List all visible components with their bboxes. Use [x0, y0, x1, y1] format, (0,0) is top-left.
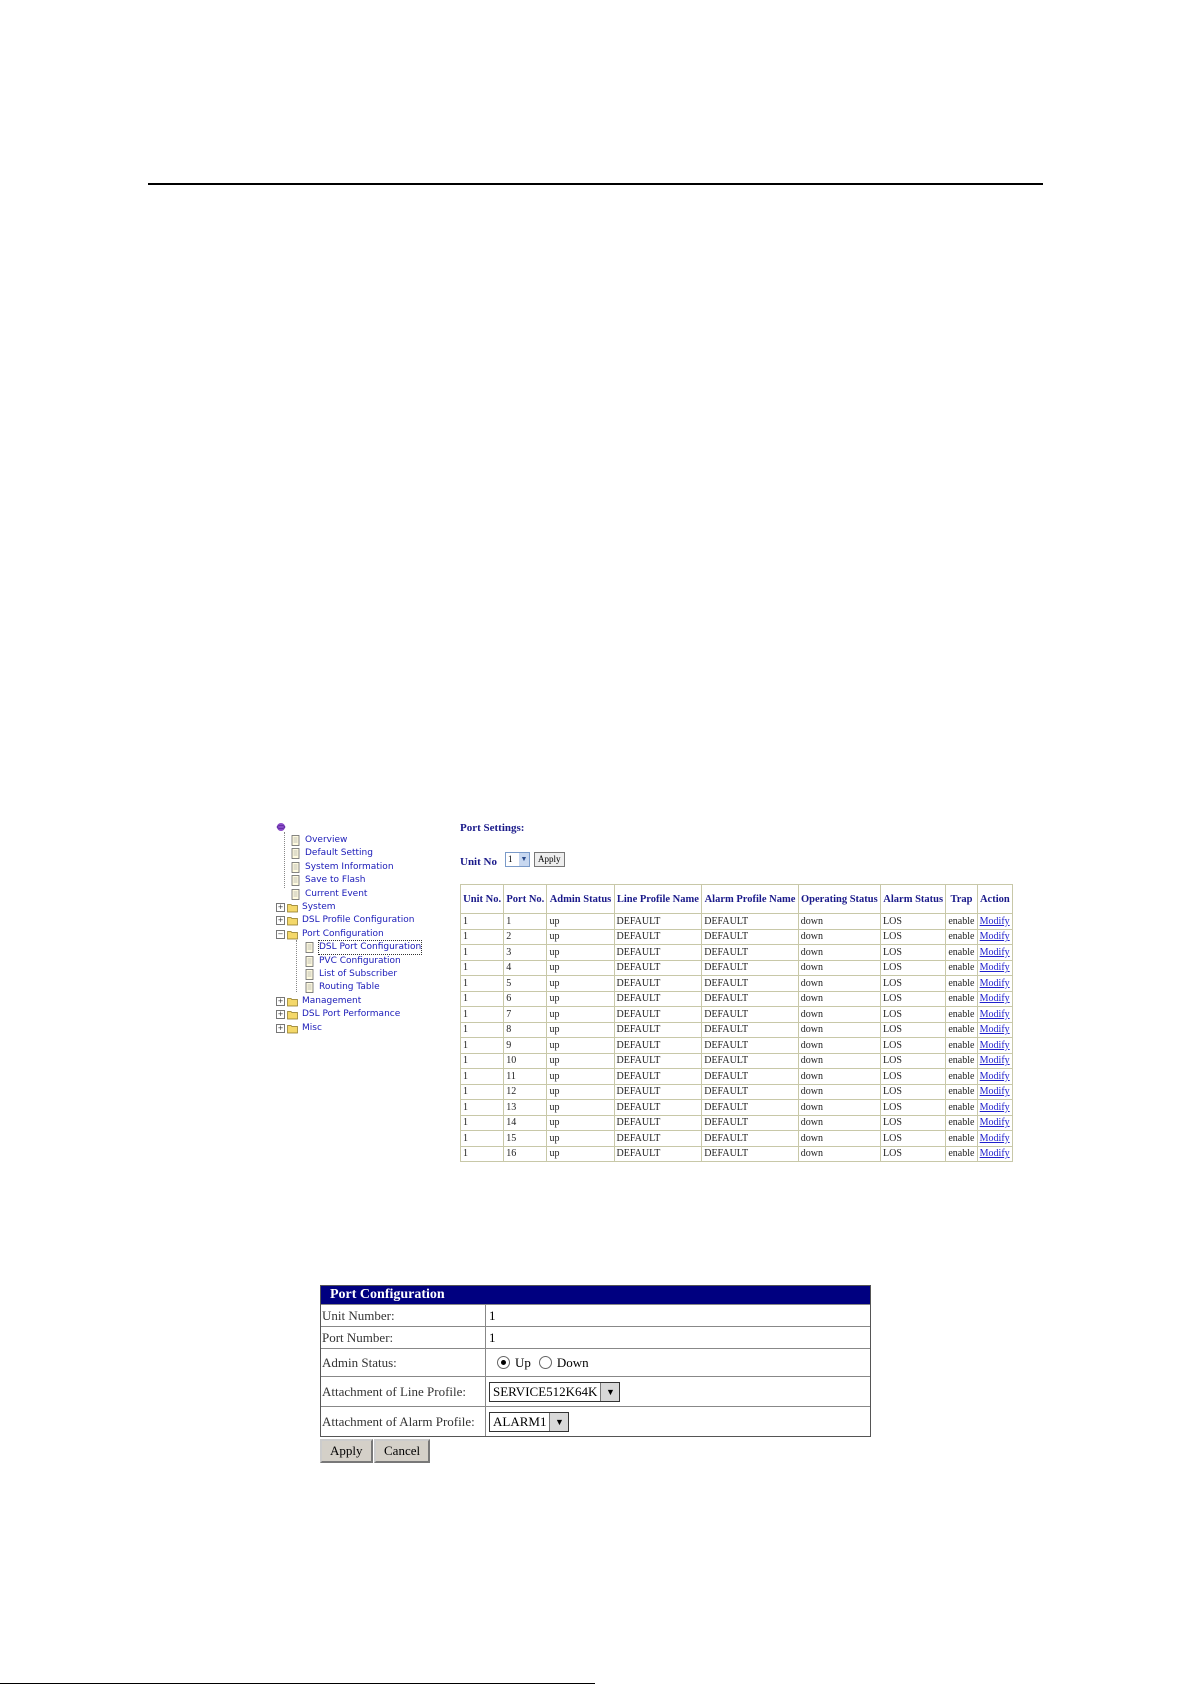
table-cell: down — [798, 960, 880, 976]
table-cell: up — [547, 1115, 614, 1131]
table-cell: DEFAULT — [614, 1007, 702, 1023]
tree-item-label: System — [302, 902, 336, 912]
line-profile-row — [321, 1376, 870, 1406]
table-cell: up — [547, 960, 614, 976]
table-cell: down — [798, 1084, 880, 1100]
page-icon — [290, 889, 301, 900]
table-cell: 1 — [461, 1053, 504, 1069]
table-row — [461, 1084, 1013, 1100]
tree-item[interactable] — [304, 955, 401, 968]
table-cell: up — [547, 1053, 614, 1069]
cancel-button[interactable]: Cancel — [374, 1439, 430, 1463]
tree-item-label: Management — [302, 995, 362, 1006]
line-profile-label: Attachment of Line Profile: — [321, 1377, 486, 1406]
modify-link[interactable]: Modify — [979, 1101, 1010, 1113]
table-cell: up — [547, 1007, 614, 1023]
tree-item[interactable] — [290, 874, 365, 887]
table-cell: down — [798, 1007, 880, 1023]
tree-item-label: PVC Configuration — [319, 955, 401, 966]
table-cell: 1 — [461, 960, 504, 976]
table-cell: LOS — [881, 1022, 946, 1038]
table-row — [461, 929, 1013, 945]
action-cell — [977, 1022, 1012, 1038]
table-row — [461, 1131, 1013, 1147]
table-cell: 15 — [504, 1131, 547, 1147]
action-cell — [977, 945, 1012, 961]
table-cell: DEFAULT — [614, 976, 702, 992]
table-cell: LOS — [881, 1100, 946, 1116]
table-cell: DEFAULT — [702, 960, 799, 976]
table-cell: 1 — [461, 1100, 504, 1116]
action-cell — [977, 1146, 1012, 1162]
table-cell: 7 — [504, 1007, 547, 1023]
table-cell: down — [798, 929, 880, 945]
tree-item-label: List of Subscriber — [319, 969, 398, 979]
expand-icon[interactable]: + — [277, 903, 284, 911]
table-cell: enable — [946, 1007, 977, 1023]
tree-item-label: Default Setting — [305, 848, 373, 859]
column-header: Line Profile Name — [614, 885, 702, 914]
table-cell: DEFAULT — [702, 991, 799, 1007]
table-row — [461, 976, 1013, 992]
table-cell: 1 — [461, 1115, 504, 1131]
table-cell: enable — [946, 914, 977, 930]
table-cell: DEFAULT — [702, 976, 799, 992]
table-cell: enable — [946, 1131, 977, 1147]
tree-item[interactable] — [290, 834, 347, 847]
admin-down-label: Down — [556, 1354, 589, 1370]
table-cell: enable — [946, 1146, 977, 1162]
table-cell: LOS — [881, 929, 946, 945]
alarm-profile-select[interactable] — [489, 1412, 569, 1432]
tree-item-label: Overview — [305, 835, 348, 845]
table-cell: down — [798, 1038, 880, 1054]
table-cell: 14 — [504, 1115, 547, 1131]
expand-icon[interactable]: + — [277, 916, 284, 925]
port-number-row — [321, 1326, 870, 1348]
table-cell: up — [547, 1022, 614, 1038]
table-cell: 1 — [461, 1084, 504, 1100]
table-cell: DEFAULT — [702, 1069, 799, 1085]
table-cell: LOS — [881, 976, 946, 992]
table-cell: enable — [946, 1115, 977, 1131]
table-cell: DEFAULT — [702, 914, 799, 930]
table-cell: enable — [946, 929, 977, 945]
table-cell: enable — [946, 960, 977, 976]
table-cell: DEFAULT — [614, 991, 702, 1007]
table-cell: DEFAULT — [614, 945, 702, 961]
admin-up-label: Up — [515, 1354, 531, 1370]
table-cell: up — [547, 1084, 614, 1100]
table-cell: enable — [946, 945, 977, 961]
action-cell — [977, 1038, 1012, 1054]
table-row — [461, 1069, 1013, 1085]
table-row — [461, 1053, 1013, 1069]
unit-apply-button[interactable]: Apply — [534, 852, 565, 867]
top-divider — [148, 183, 1043, 185]
table-cell: DEFAULT — [614, 1146, 702, 1162]
port-settings-table — [460, 884, 1013, 1162]
table-cell: DEFAULT — [702, 1053, 799, 1069]
table-cell: DEFAULT — [614, 1084, 702, 1100]
port-configuration-panel — [320, 1285, 871, 1437]
column-header: Alarm Status — [881, 885, 946, 914]
modify-link[interactable]: Modify — [979, 993, 1010, 1005]
table-cell: DEFAULT — [614, 960, 702, 976]
table-cell: 1 — [504, 914, 547, 930]
tree-item[interactable] — [276, 914, 414, 927]
table-header-row — [461, 885, 1013, 914]
folder-open-icon — [287, 929, 298, 940]
table-cell: down — [798, 945, 880, 961]
table-cell: DEFAULT — [614, 1022, 702, 1038]
page-icon — [304, 969, 315, 980]
table-cell: DEFAULT — [614, 1069, 702, 1085]
table-cell: 2 — [504, 929, 547, 945]
table-cell: DEFAULT — [614, 1100, 702, 1116]
table-cell: 3 — [504, 945, 547, 961]
table-cell: down — [798, 1146, 880, 1162]
table-row — [461, 960, 1013, 976]
table-cell: DEFAULT — [702, 1146, 799, 1162]
table-cell: up — [547, 991, 614, 1007]
action-cell — [977, 929, 1012, 945]
action-cell — [977, 1069, 1012, 1085]
folder-icon — [287, 996, 298, 1007]
table-cell: LOS — [881, 991, 946, 1007]
column-header: Action — [977, 885, 1012, 914]
column-header: Admin Status — [547, 885, 614, 914]
modify-link[interactable]: Modify — [979, 1024, 1010, 1036]
tree-item-label: Routing Table — [319, 982, 380, 993]
unit-no-value: 1 — [508, 854, 513, 864]
port-configuration-title: Port Configuration — [321, 1286, 870, 1304]
table-cell: DEFAULT — [702, 1022, 799, 1038]
table-cell: enable — [946, 1084, 977, 1100]
table-cell: up — [547, 929, 614, 945]
chevron-down-icon[interactable]: ▼ — [600, 1383, 619, 1401]
action-cell — [977, 914, 1012, 930]
table-cell: 1 — [461, 1022, 504, 1038]
tree-item[interactable] — [276, 901, 336, 914]
table-cell: DEFAULT — [614, 1053, 702, 1069]
table-cell: up — [547, 945, 614, 961]
table-cell: 1 — [461, 1038, 504, 1054]
folder-icon — [287, 915, 298, 926]
page-icon — [290, 862, 301, 873]
table-cell: enable — [946, 1100, 977, 1116]
table-cell: DEFAULT — [702, 1007, 799, 1023]
table-cell: DEFAULT — [702, 1131, 799, 1147]
table-cell: 1 — [461, 991, 504, 1007]
table-cell: LOS — [881, 960, 946, 976]
tree-item-label: System Information — [305, 861, 394, 872]
table-cell: down — [798, 1022, 880, 1038]
table-cell: up — [547, 1100, 614, 1116]
table-cell: enable — [946, 991, 977, 1007]
table-cell: DEFAULT — [614, 929, 702, 945]
table-cell: down — [798, 991, 880, 1007]
tree-item[interactable] — [290, 847, 373, 860]
port-settings-title: Port Settings: — [460, 822, 525, 834]
modify-link[interactable]: Modify — [979, 1117, 1010, 1129]
action-cell — [977, 1100, 1012, 1116]
tree-item-label: Save to Flash — [305, 875, 366, 886]
table-cell: up — [547, 1146, 614, 1162]
table-cell: DEFAULT — [614, 1038, 702, 1054]
collapse-icon[interactable]: − — [277, 929, 284, 938]
action-cell — [977, 1007, 1012, 1023]
column-header: Port No. — [504, 885, 547, 914]
table-cell: 11 — [504, 1069, 547, 1085]
modify-link[interactable]: Modify — [979, 915, 1010, 927]
unit-number-value: 1 — [489, 1307, 496, 1323]
alarm-profile-value: ALARM1 — [493, 1413, 547, 1429]
folder-icon — [287, 1009, 298, 1020]
table-cell: enable — [946, 1038, 977, 1054]
table-row — [461, 945, 1013, 961]
table-cell: up — [547, 914, 614, 930]
tree-connector — [284, 832, 285, 888]
table-row — [461, 1100, 1013, 1116]
table-row — [461, 1022, 1013, 1038]
modify-link[interactable]: Modify — [979, 1008, 1010, 1020]
table-cell: down — [798, 1131, 880, 1147]
unit-number-row — [321, 1304, 870, 1326]
modify-link[interactable]: Modify — [979, 1055, 1010, 1067]
tree-connector — [296, 940, 297, 992]
table-cell: enable — [946, 1022, 977, 1038]
tree-item-label: DSL Port Configuration — [319, 942, 422, 953]
modify-link[interactable]: Modify — [979, 1086, 1010, 1098]
table-cell: enable — [946, 976, 977, 992]
table-cell: 1 — [461, 1069, 504, 1085]
expand-icon[interactable]: + — [277, 996, 284, 1005]
folder-icon — [287, 1023, 298, 1034]
table-cell: enable — [946, 1053, 977, 1069]
tree-item[interactable] — [304, 981, 380, 994]
table-cell: 13 — [504, 1100, 547, 1116]
unit-no-select[interactable] — [505, 852, 530, 867]
table-row — [461, 1007, 1013, 1023]
alarm-profile-row — [321, 1406, 870, 1436]
table-cell: up — [547, 1069, 614, 1085]
table-cell: up — [547, 1131, 614, 1147]
tree-item[interactable] — [276, 995, 361, 1008]
table-cell: 4 — [504, 960, 547, 976]
table-cell: down — [798, 1100, 880, 1116]
page-icon — [290, 835, 301, 846]
chevron-down-icon[interactable]: ▼ — [519, 853, 529, 866]
port-number-value: 1 — [489, 1329, 496, 1345]
tree-item[interactable] — [290, 888, 367, 901]
navigation-tree — [276, 822, 426, 1038]
admin-status-label: Admin Status: — [321, 1349, 486, 1376]
table-cell: DEFAULT — [614, 1131, 702, 1147]
alarm-profile-label: Attachment of Alarm Profile: — [321, 1407, 486, 1436]
table-cell: 12 — [504, 1084, 547, 1100]
table-cell: up — [547, 976, 614, 992]
tree-item[interactable] — [290, 861, 394, 874]
table-cell: LOS — [881, 1038, 946, 1054]
tree-item[interactable] — [276, 1022, 322, 1035]
table-cell: down — [798, 1069, 880, 1085]
table-row — [461, 1038, 1013, 1054]
table-cell: 6 — [504, 991, 547, 1007]
tree-item[interactable] — [276, 928, 384, 941]
table-cell: DEFAULT — [702, 1100, 799, 1116]
modify-link[interactable]: Modify — [979, 1039, 1010, 1051]
table-cell: up — [547, 1038, 614, 1054]
table-cell: LOS — [881, 1146, 946, 1162]
page-icon — [290, 848, 301, 859]
modify-link[interactable]: Modify — [979, 931, 1010, 943]
root-globe-icon — [276, 822, 286, 832]
modify-link[interactable]: Modify — [979, 962, 1010, 974]
table-cell: down — [798, 1115, 880, 1131]
admin-status-row — [321, 1348, 870, 1376]
tree-item-label: DSL Profile Configuration — [302, 915, 415, 926]
modify-link[interactable]: Modify — [979, 946, 1010, 958]
modify-link[interactable]: Modify — [979, 977, 1010, 989]
tree-item[interactable] — [304, 968, 397, 981]
action-cell — [977, 1115, 1012, 1131]
table-row — [461, 991, 1013, 1007]
table-cell: LOS — [881, 945, 946, 961]
column-header: Trap — [946, 885, 977, 914]
table-cell: LOS — [881, 1131, 946, 1147]
table-cell: LOS — [881, 1069, 946, 1085]
line-profile-select[interactable] — [489, 1382, 620, 1402]
page-icon — [304, 982, 315, 993]
table-cell: 10 — [504, 1053, 547, 1069]
page-icon — [304, 956, 315, 967]
table-cell: LOS — [881, 914, 946, 930]
table-row — [461, 1146, 1013, 1162]
column-header: Unit No. — [461, 885, 504, 914]
action-cell — [977, 976, 1012, 992]
table-cell: enable — [946, 1069, 977, 1085]
action-cell — [977, 991, 1012, 1007]
table-cell: LOS — [881, 1084, 946, 1100]
bottom-divider — [0, 1683, 595, 1684]
table-cell: 1 — [461, 914, 504, 930]
table-cell: LOS — [881, 1007, 946, 1023]
chevron-down-icon[interactable]: ▼ — [549, 1413, 568, 1431]
table-cell: 1 — [461, 1146, 504, 1162]
table-cell: 16 — [504, 1146, 547, 1162]
unit-no-label: Unit No — [460, 856, 497, 868]
port-number-label: Port Number: — [321, 1327, 486, 1348]
table-cell: 9 — [504, 1038, 547, 1054]
table-cell: DEFAULT — [702, 1038, 799, 1054]
table-cell: 1 — [461, 1007, 504, 1023]
table-cell: 8 — [504, 1022, 547, 1038]
action-cell — [977, 960, 1012, 976]
table-cell: LOS — [881, 1115, 946, 1131]
table-cell: 1 — [461, 929, 504, 945]
table-cell: down — [798, 1053, 880, 1069]
expand-icon[interactable]: + — [277, 1023, 284, 1032]
table-cell: 1 — [461, 1131, 504, 1147]
admin-up-radio[interactable] — [497, 1356, 510, 1369]
apply-button[interactable]: Apply — [320, 1439, 373, 1463]
page-icon — [304, 942, 315, 953]
tree-item-label: Misc — [302, 1022, 322, 1033]
table-cell: LOS — [881, 1053, 946, 1069]
modify-link[interactable]: Modify — [979, 1148, 1010, 1160]
table-cell: DEFAULT — [702, 1084, 799, 1100]
action-cell — [977, 1053, 1012, 1069]
admin-down-radio[interactable] — [539, 1356, 552, 1369]
tree-item[interactable] — [304, 941, 421, 954]
action-cell — [977, 1084, 1012, 1100]
table-cell: 5 — [504, 976, 547, 992]
unit-number-label: Unit Number: — [321, 1305, 486, 1326]
column-header: Operating Status — [798, 885, 880, 914]
table-cell: DEFAULT — [614, 1115, 702, 1131]
action-cell — [977, 1131, 1012, 1147]
table-cell: down — [798, 976, 880, 992]
table-row — [461, 914, 1013, 930]
tree-item-label: DSL Port Performance — [302, 1009, 401, 1020]
table-cell: DEFAULT — [702, 929, 799, 945]
table-cell: down — [798, 914, 880, 930]
tree-item[interactable] — [276, 1008, 400, 1021]
expand-icon[interactable]: + — [277, 1010, 284, 1019]
table-cell: DEFAULT — [702, 1115, 799, 1131]
table-cell: DEFAULT — [614, 914, 702, 930]
tree-item-label: Port Configuration — [302, 928, 384, 939]
page-icon — [290, 875, 301, 886]
table-cell: 1 — [461, 945, 504, 961]
column-header: Alarm Profile Name — [702, 885, 799, 914]
table-cell: DEFAULT — [702, 945, 799, 961]
table-cell: 1 — [461, 976, 504, 992]
modify-link[interactable]: Modify — [979, 1070, 1010, 1082]
folder-icon — [287, 902, 298, 913]
tree-item-label: Current Event — [305, 888, 368, 899]
table-row — [461, 1115, 1013, 1131]
line-profile-value: SERVICE512K64K — [493, 1383, 598, 1399]
modify-link[interactable]: Modify — [979, 1132, 1010, 1144]
